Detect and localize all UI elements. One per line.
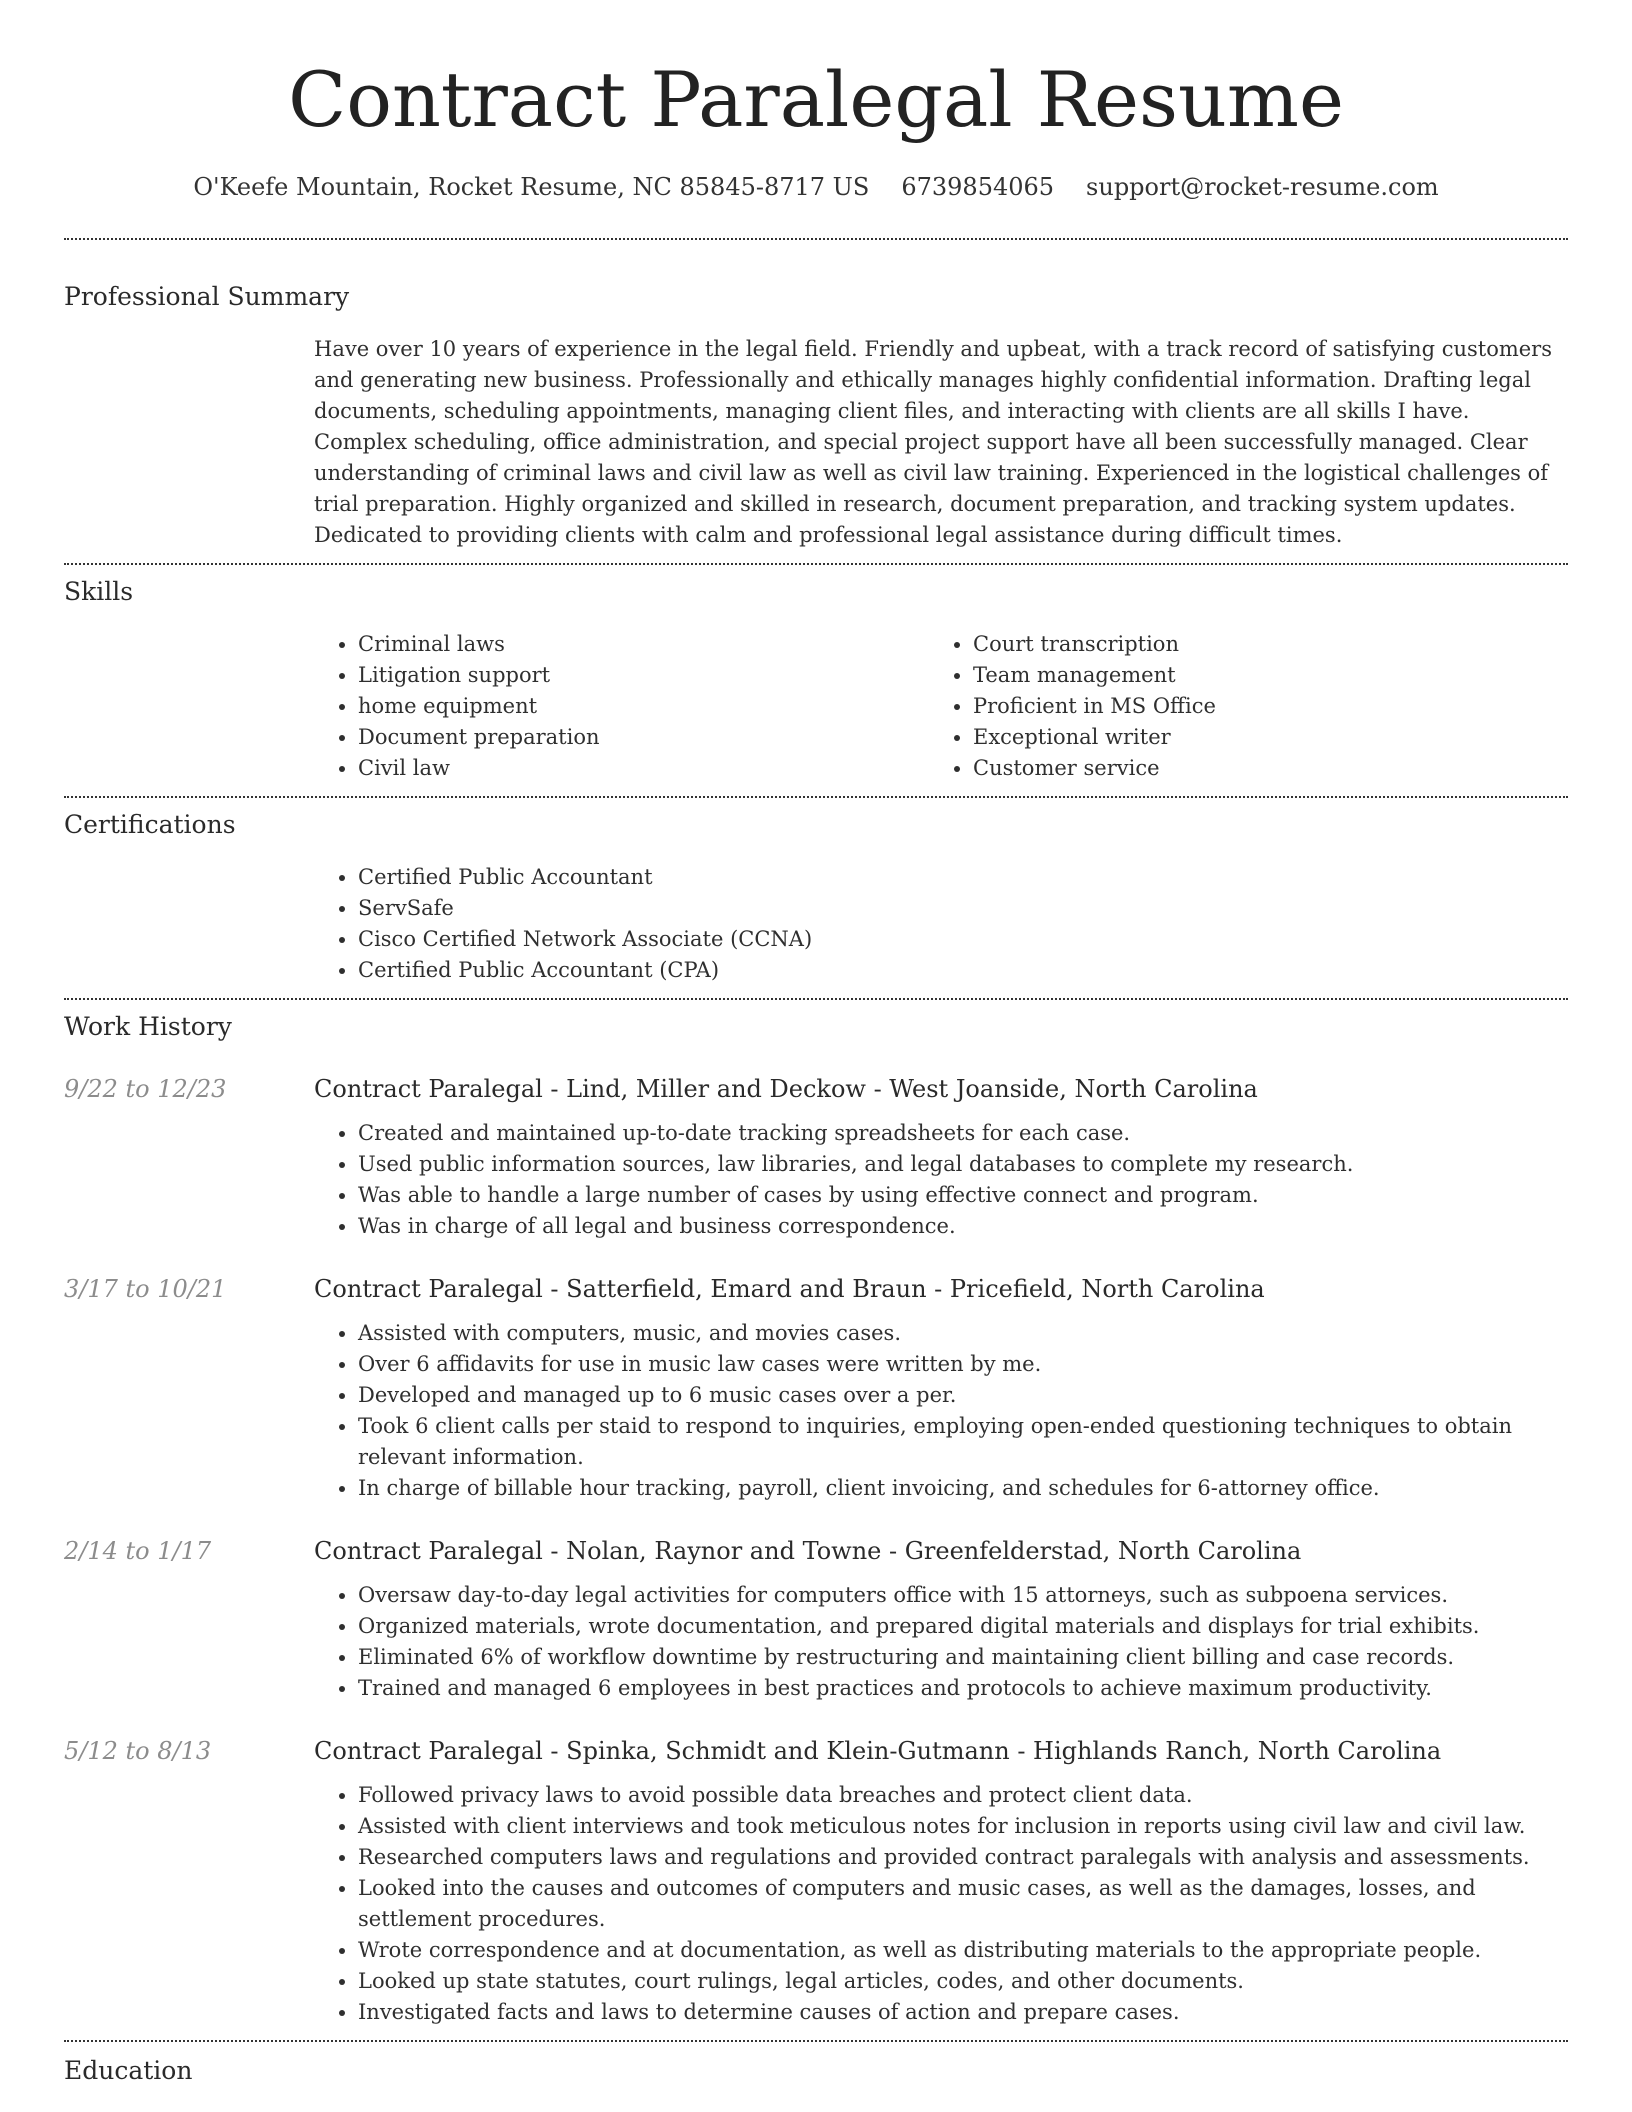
- skill-item: • Team management: [973, 660, 1544, 691]
- job-details: [314, 1072, 1568, 1242]
- job-bullet: • Assisted with client interviews and took meticulous notes for inclusion in reports using civil law and civil law.: [358, 1811, 1568, 1842]
- skill-item: • Document preparation: [358, 722, 929, 753]
- skills-column-left: [314, 629, 929, 784]
- skill-item: • Litigation support: [358, 660, 929, 691]
- job-title: Contract Paralegal - Nolan, Raynor and Towne - Greenfelderstad, North Carolina: [314, 1537, 1302, 1565]
- job-details: [314, 1734, 1568, 2028]
- job-bullet: • Was in charge of all legal and business correspondence.: [358, 1211, 1568, 1242]
- divider: [64, 796, 1568, 798]
- skill-item: • Civil law: [358, 753, 929, 784]
- job-bullet: • In charge of billable hour tracking, payroll, client invoicing, and schedules for 6-attorney office.: [358, 1473, 1568, 1504]
- job-title: Contract Paralegal - Spinka, Schmidt and Klein-Gutmann - Highlands Ranch, North Carolina: [314, 1737, 1442, 1765]
- skill-item: • Court transcription: [973, 629, 1544, 660]
- resume-page: [64, 0, 1568, 2088]
- job-bullet: • Trained and managed 6 employees in best practices and protocols to achieve maximum productivity.: [358, 1673, 1568, 1704]
- contact-address: O'Keefe Mountain, Rocket Resume, NC 85845-8717 US: [193, 173, 870, 201]
- job-entry: [64, 1072, 1568, 1242]
- job-dates: 9/22 to 12/23: [64, 1075, 227, 1103]
- job-bullet: • Developed and managed up to 6 music cases over a per.: [358, 1380, 1568, 1411]
- skills-heading: Skills: [64, 577, 134, 606]
- summary-text: Have over 10 years of experience in the legal field. Friendly and upbeat, with a track record of satisfying customers and generating new business. Professionally and ethically manages highly confidential information. Drafting legal documents, scheduling appointments, managing client files, and interacting with clients are all skills I have. Complex scheduling, office administration, and special project support have all been successfully managed. Clear understanding of criminal laws and civil law as well as civil law training. Experienced in the logistical challenges of trial preparation. Highly organized and skilled in research, document preparation, and tracking system updates. Dedicated to providing clients with calm and professional legal assistance during difficult times.: [314, 337, 1552, 547]
- job-entry: [64, 1734, 1568, 2028]
- skill-item: • Criminal laws: [358, 629, 929, 660]
- job-bullet: • Wrote correspondence and at documentation, as well as distributing materials to the appropriate people.: [358, 1935, 1568, 1966]
- job-dates: 3/17 to 10/21: [64, 1275, 227, 1303]
- job-bullet: • Looked up state statutes, court rulings, legal articles, codes, and other documents.: [358, 1966, 1568, 1997]
- job-bullet: • Investigated facts and laws to determine causes of action and prepare cases.: [358, 1997, 1568, 2028]
- contact-phone: 6739854065: [901, 173, 1055, 201]
- skill-item: • Customer service: [973, 753, 1544, 784]
- summary-heading: Professional Summary: [64, 282, 350, 311]
- certification-item: • Certified Public Accountant (CPA): [358, 955, 1568, 986]
- job-bullet: • Followed privacy laws to avoid possible data breaches and protect client data.: [358, 1780, 1568, 1811]
- resume-title: Contract Paralegal Resume: [288, 55, 1344, 144]
- job-details: [314, 1272, 1568, 1504]
- job-bullet: • Used public information sources, law libraries, and legal databases to complete my research.: [358, 1149, 1568, 1180]
- divider: [64, 2040, 1568, 2042]
- job-title: Contract Paralegal - Lind, Miller and Deckow - West Joanside, North Carolina: [314, 1075, 1258, 1103]
- certifications-list: [314, 862, 1568, 986]
- certification-item: • Cisco Certified Network Associate (CCNA): [358, 924, 1568, 955]
- job-bullet: • Created and maintained up-to-date tracking spreadsheets for each case.: [358, 1118, 1568, 1149]
- job-bullet: • Took 6 client calls per staid to respond to inquiries, employing open-ended questioning techniques to obtain relevant information.: [358, 1411, 1568, 1473]
- skill-item: • Exceptional writer: [973, 722, 1544, 753]
- job-title: Contract Paralegal - Satterfield, Emard and Braun - Pricefield, North Carolina: [314, 1275, 1265, 1303]
- job-bullet: • Was able to handle a large number of cases by using effective connect and program.: [358, 1180, 1568, 1211]
- work-history-heading: Work History: [64, 1012, 232, 1041]
- divider: [64, 998, 1568, 1000]
- job-bullet: • Assisted with computers, music, and movies cases.: [358, 1318, 1568, 1349]
- job-bullet: • Organized materials, wrote documentation, and prepared digital materials and displays for trial exhibits.: [358, 1611, 1568, 1642]
- certification-item: • ServSafe: [358, 893, 1568, 924]
- job-dates: 5/12 to 8/13: [64, 1737, 212, 1765]
- certifications-heading: Certifications: [64, 810, 236, 839]
- certification-item: • Certified Public Accountant: [358, 862, 1568, 893]
- job-details: [314, 1534, 1568, 1704]
- job-bullet: • Looked into the causes and outcomes of computers and music cases, as well as the damages, losses, and settlement procedures.: [358, 1873, 1568, 1935]
- skill-item: • Proficient in MS Office: [973, 691, 1544, 722]
- contact-email: support@rocket-resume.com: [1086, 173, 1439, 201]
- job-bullet: • Eliminated 6% of workflow downtime by restructuring and maintaining client billing and case records.: [358, 1642, 1568, 1673]
- divider: [64, 238, 1568, 240]
- job-dates: 2/14 to 1/17: [64, 1537, 212, 1565]
- job-bullet: • Oversaw day-to-day legal activities for computers office with 15 attorneys, such as subpoena services.: [358, 1580, 1568, 1611]
- job-bullet: • Over 6 affidavits for use in music law cases were written by me.: [358, 1349, 1568, 1380]
- job-entry: [64, 1534, 1568, 1704]
- education-heading: Education: [64, 2056, 193, 2085]
- contact-line: [64, 170, 1568, 204]
- skill-item: • home equipment: [358, 691, 929, 722]
- divider: [64, 563, 1568, 565]
- job-bullet: • Researched computers laws and regulations and provided contract paralegals with analysis and assessments.: [358, 1842, 1568, 1873]
- job-entry: [64, 1272, 1568, 1504]
- skills-column-right: [929, 629, 1544, 784]
- skills-list: [314, 629, 1568, 784]
